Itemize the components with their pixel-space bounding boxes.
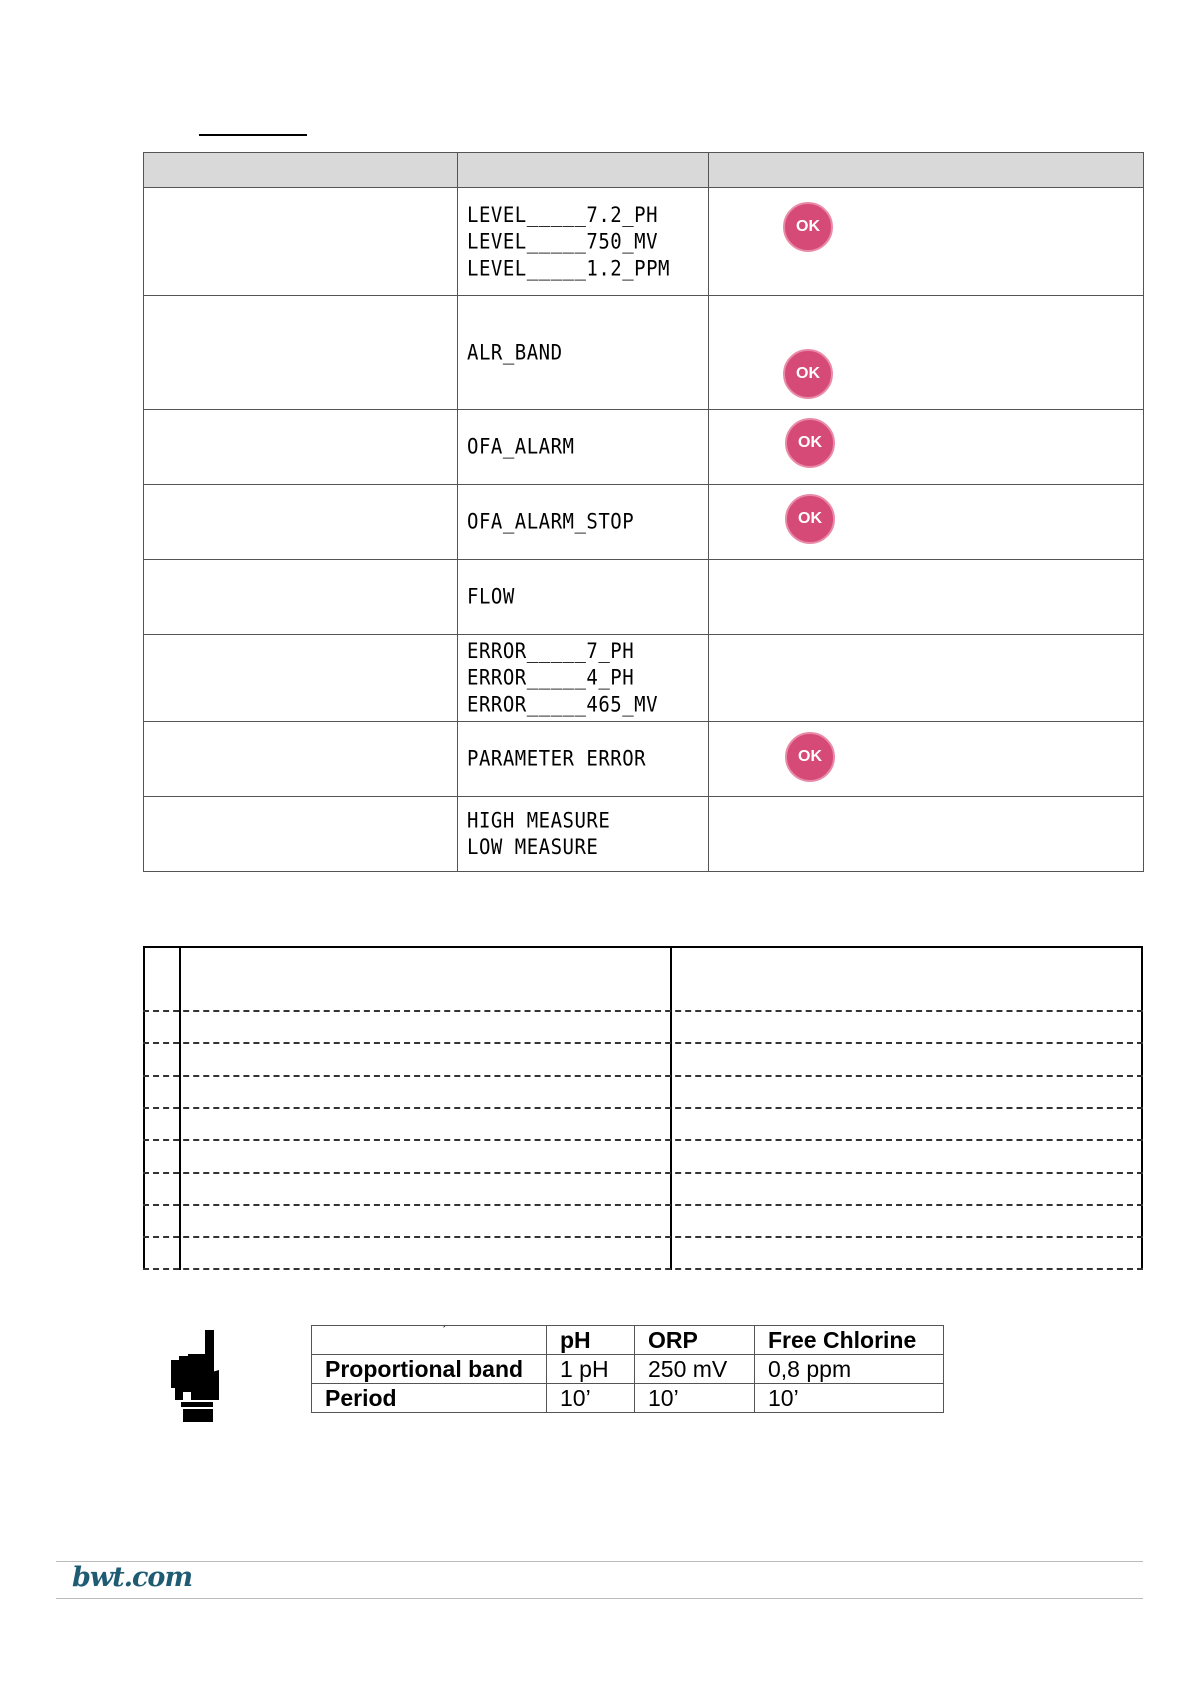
row-label: Period [312, 1384, 547, 1413]
description-cell [144, 485, 458, 560]
action-cell [709, 797, 1144, 872]
table-row [312, 1384, 944, 1413]
description-cell [144, 410, 458, 485]
table-row [144, 635, 1144, 722]
description-cell [144, 188, 458, 296]
lcd-text: ALR_BAND [467, 340, 563, 365]
table-row [144, 722, 1144, 797]
table-row [144, 188, 1144, 296]
lcd-text: HIGH MEASURE LOW MEASURE [467, 808, 611, 860]
settings-table [311, 1325, 944, 1413]
dashed-row-line [143, 1107, 1143, 1109]
lcd-cell [458, 797, 709, 872]
header-cell [144, 153, 458, 188]
table-row [144, 410, 1144, 485]
dashed-row-line [143, 1010, 1143, 1012]
action-cell [709, 485, 1144, 560]
row-label: Proportional band [312, 1355, 547, 1384]
lcd-text: FLOW [467, 584, 515, 610]
action-cell [709, 188, 1144, 296]
lcd-cell [458, 722, 709, 797]
description-cell [144, 635, 458, 722]
header-cell: pH [547, 1326, 635, 1355]
lcd-cell [458, 560, 709, 635]
dashed-row-line [143, 1075, 1143, 1077]
lcd-text: LEVEL_____7.2_PH LEVEL_____750_MV LEVEL_____1.2_PPM [467, 202, 670, 281]
footer-divider [56, 1561, 1143, 1562]
dashed-row-line [143, 1139, 1143, 1141]
lcd-cell [458, 485, 709, 560]
table-row [144, 296, 1144, 410]
dashed-row-line [143, 1268, 1143, 1270]
header-cell [709, 153, 1144, 188]
description-cell [144, 797, 458, 872]
ok-button[interactable]: OK [785, 732, 835, 782]
table-row [144, 485, 1144, 560]
table-row [144, 560, 1144, 635]
action-cell [709, 722, 1144, 797]
alarm-messages-table [143, 152, 1144, 872]
pointing-hand-icon [171, 1330, 225, 1422]
lcd-text: OFA_ALARM_STOP [467, 509, 635, 535]
dashed-row-line [143, 1236, 1143, 1238]
action-cell [709, 635, 1144, 722]
table-row [312, 1355, 944, 1384]
lcd-cell [458, 410, 709, 485]
section-heading-underline [199, 134, 307, 136]
tick-mark: ˏ [442, 1314, 446, 1328]
ok-button[interactable]: OK [785, 494, 835, 544]
table-cell: 1 pH [547, 1355, 635, 1384]
table-header-row [144, 153, 1144, 188]
description-cell [144, 722, 458, 797]
header-cell [458, 153, 709, 188]
table-cell: 0,8 ppm [755, 1355, 944, 1384]
table-cell: 250 mV [635, 1355, 755, 1384]
lcd-cell [458, 635, 709, 722]
ok-button[interactable]: OK [783, 202, 833, 252]
dashed-row-line [143, 1172, 1143, 1174]
description-cell [144, 296, 458, 410]
table-cell: 10’ [547, 1384, 635, 1413]
lcd-text: PARAMETER ERROR [467, 746, 647, 772]
footer-divider [56, 1598, 1143, 1599]
lcd-text: ERROR_____7_PH ERROR_____4_PH ERROR_____465_MV [467, 638, 659, 718]
table-cell: 10’ [635, 1384, 755, 1413]
table-row [144, 797, 1144, 872]
action-cell [709, 296, 1144, 410]
action-cell [709, 410, 1144, 485]
dashed-row-line [143, 1204, 1143, 1206]
ok-button[interactable]: OK [783, 349, 833, 399]
table-header-row [312, 1326, 944, 1355]
footer-logo[interactable]: bwt.com [72, 1562, 193, 1593]
empty-dashed-table [143, 946, 1143, 1270]
lcd-cell [458, 188, 709, 296]
lcd-cell [458, 296, 709, 410]
header-cell [312, 1326, 547, 1355]
description-cell [144, 560, 458, 635]
header-cell: ORP [635, 1326, 755, 1355]
table-border [143, 946, 1143, 948]
header-cell: Free Chlorine [755, 1326, 944, 1355]
dashed-row-line [143, 1042, 1143, 1044]
action-cell [709, 560, 1144, 635]
table-cell: 10’ [755, 1384, 944, 1413]
lcd-text: OFA_ALARM [467, 434, 575, 460]
ok-button[interactable]: OK [785, 418, 835, 468]
